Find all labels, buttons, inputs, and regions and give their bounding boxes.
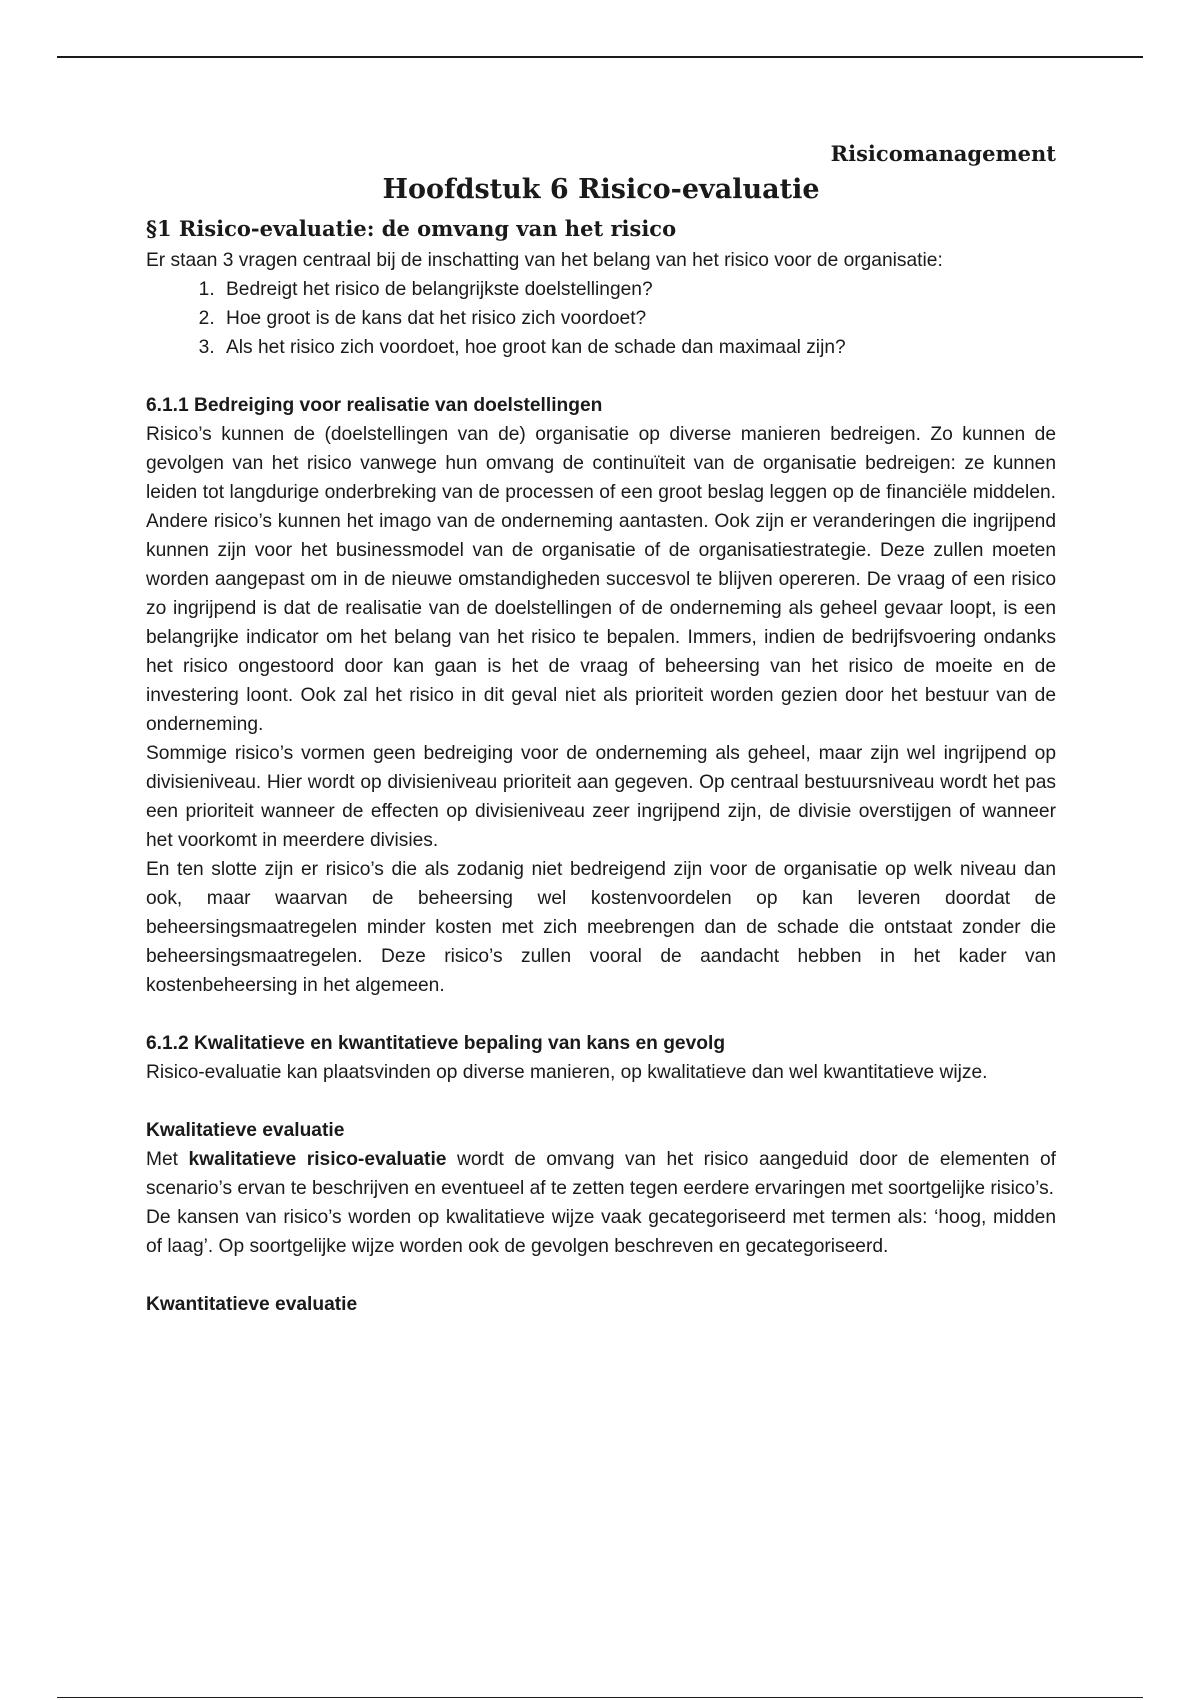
paragraph: De kansen van risico’s worden op kwalitatieve wijze vaak gecategoriseerd met termen als: ‘hoog, midden of laag’. Op soortgelijke wijze worden ook de gevolgen beschreven en gecategoriseerd. xyxy=(146,1207,1056,1257)
text-run: Met xyxy=(146,1149,189,1170)
question-list xyxy=(146,275,1056,362)
subheading-6-1-2: 6.1.2 Kwalitatieve en kwantitatieve bepaling van kans en gevolg xyxy=(146,1033,726,1054)
list-item: 1. Bedreigt het risico de belangrijkste doelstellingen? xyxy=(220,275,1056,304)
subheading-6-1-1: 6.1.1 Bedreiging voor realisatie van doelstellingen xyxy=(146,395,603,416)
chapter-title: Hoofdstuk 6 Risico-evaluatie xyxy=(382,174,820,205)
running-head: Risicomanagement xyxy=(830,141,1056,166)
section-intro: Er staan 3 vragen centraal bij de inschatting van het belang van het risico voor de organisatie: xyxy=(146,250,943,271)
paragraph: En ten slotte zijn er risico’s die als zodanig niet bedreigend zijn voor de organisatie op welk niveau dan ook, maar waarvan de beheersing wel kostenvoordelen op kan leveren doordat de beheersingsmaatregelen minder kosten met zich meebrengen dan de schade die ontstaat zonder die beheersingsmaatregelen. Deze risico’s zullen vooral de aandacht hebben in het kader van kostenbeheersing in het algemeen. xyxy=(146,859,1056,996)
subheading-kwantitatieve-evaluatie: Kwantitatieve evaluatie xyxy=(146,1294,358,1315)
page-content xyxy=(146,140,1056,1319)
list-item: 2. Hoe groot is de kans dat het risico zich voordoet? xyxy=(220,304,1056,333)
bold-term: kwalitatieve risico-evaluatie xyxy=(188,1149,447,1170)
section-title: §1 Risico-evaluatie: de omvang van het risico xyxy=(146,216,677,241)
list-item: 3. Als het risico zich voordoet, hoe groot kan de schade dan maximaal zijn? xyxy=(220,333,1056,362)
paragraph: Sommige risico’s vormen geen bedreiging voor de onderneming als geheel, maar zijn wel ingrijpend op divisieniveau. Hier wordt op divisieniveau prioriteit aan gegeven. Op centraal bestuursniveau wordt het pas een prioriteit wanneer de effecten op divisieniveau zeer ingrijpend zijn, de divisie overstijgen of wanneer het voorkomt in meerdere divisies. xyxy=(146,743,1056,851)
bottom-rule xyxy=(57,1697,1143,1698)
text-run: wordt de omvang van het risico aangeduid door de elementen of scenario’s ervan te beschrijven en eventueel af te zetten tegen eerdere ervaringen met soortgelijke risico’s. xyxy=(146,1149,1056,1199)
paragraph: Risico-evaluatie kan plaatsvinden op diverse manieren, op kwalitatieve dan wel kwantitatieve wijze. xyxy=(146,1062,988,1083)
paragraph xyxy=(146,1145,1056,1203)
subheading-kwalitatieve-evaluatie: Kwalitatieve evaluatie xyxy=(146,1120,345,1141)
top-rule xyxy=(57,56,1143,58)
paragraph: Risico’s kunnen de (doelstellingen van de) organisatie op diverse manieren bedreigen. Zo kunnen de gevolgen van het risico vanwege hun omvang de continuïteit van de organisatie bedreigen: ze kunnen leiden tot langdurige onderbreking van de processen of een groot beslag leggen op de financiële middelen. Andere risico’s kunnen het imago van de onderneming aantasten. Ook zijn er veranderingen die ingrijpend kunnen zijn voor het businessmodel van de organisatie of de organisatiestrategie. Deze zullen moeten worden aangepast om in de nieuwe omstandigheden succesvol te blijven opereren. De vraag of een risico zo ingrijpend is dat de realisatie van de doelstellingen of de onderneming als geheel gevaar loopt, is een belangrijke indicator om het belang van het risico te bepalen. Immers, indien de bedrijfsvoering ondanks het risico ongestoord door kan gaan is het de vraag of beheersing van het risico de moeite en de investering loont. Ook zal het risico in dit geval niet als prioriteit worden gezien door het bestuur van de onderneming. xyxy=(146,424,1056,735)
